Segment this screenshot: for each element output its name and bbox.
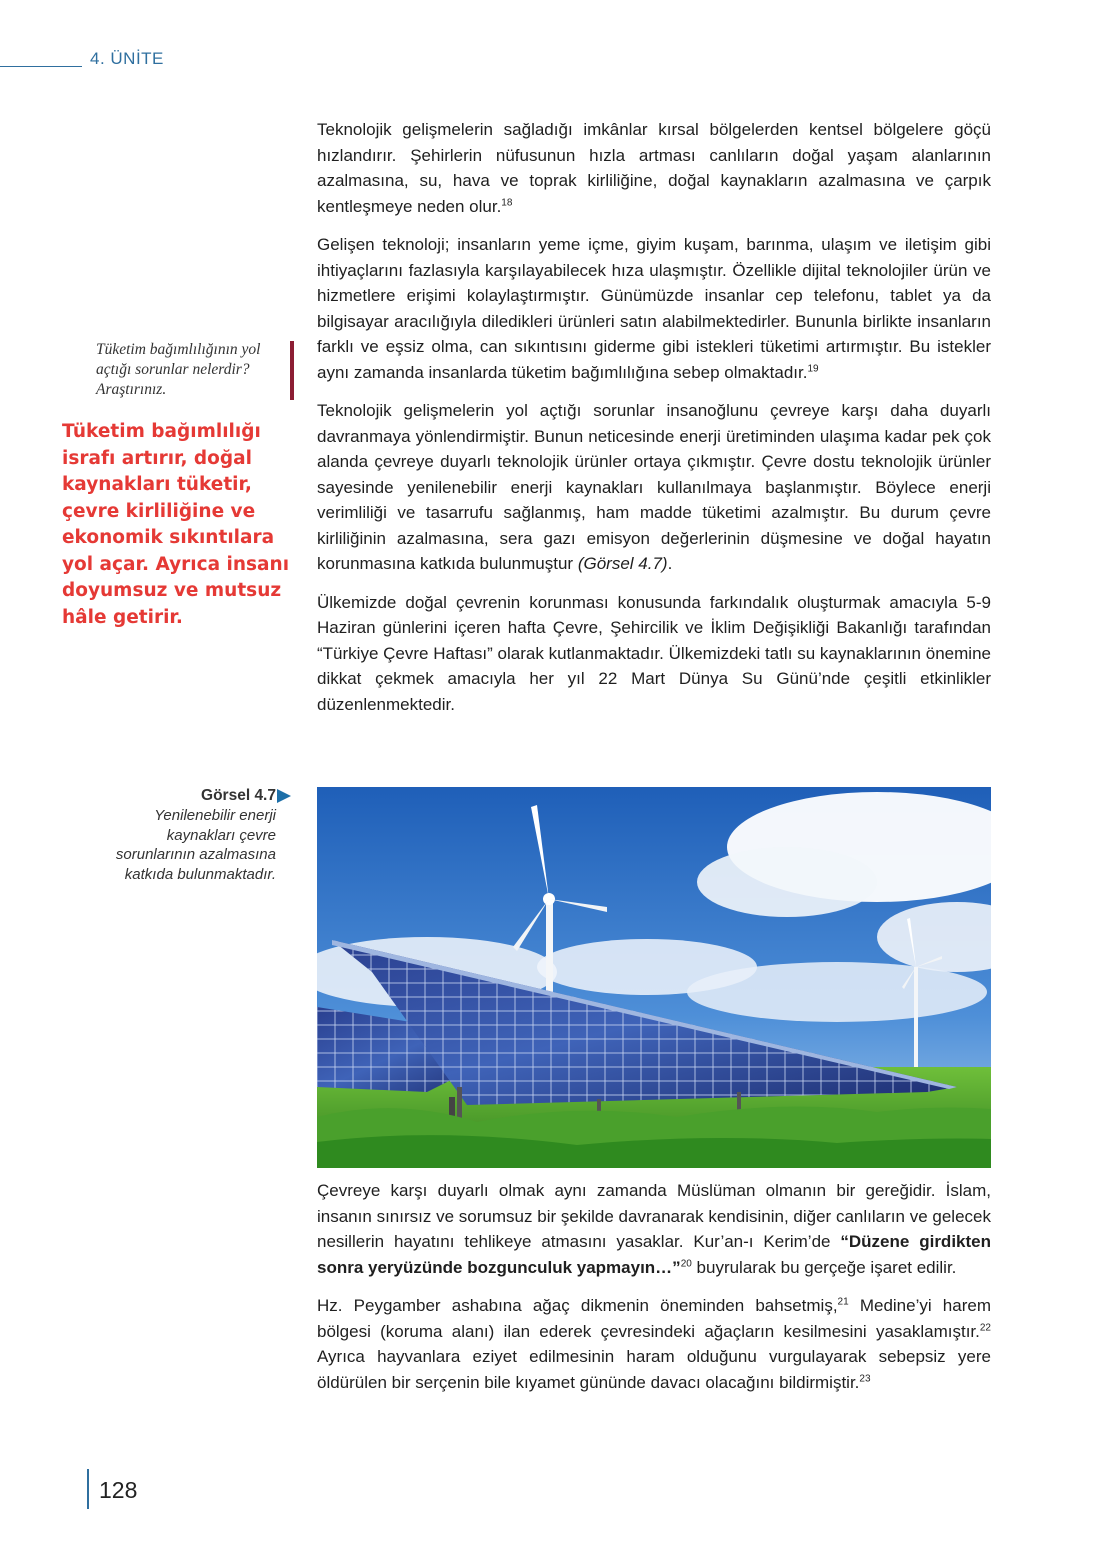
renewable-energy-photo: [317, 787, 991, 1168]
figure-reference: (Görsel 4.7): [577, 554, 668, 573]
footnote-ref: 18: [501, 196, 513, 208]
caption-title: Görsel 4.7: [201, 787, 276, 804]
footnote-ref: 20: [680, 1257, 692, 1269]
caption-arrow-icon: [277, 789, 291, 803]
page-number-bar: [87, 1469, 89, 1509]
caption-text: Yenilenebilir enerji kaynakları çevre sorunlarının azalmasına katkıda bulunmaktadır.: [115, 807, 276, 883]
question-accent-bar: [290, 341, 294, 400]
unit-label: 4. ÜNİTE: [90, 49, 164, 68]
paragraph-6: Hz. Peygamber ashabına ağaç dikmenin öneminden bahsetmiş,$^{21}$ Medine’yi harem bölgesi (koruma alanı) ilan ederek çevresindeki ağaçların kesilmesini yasaklamıştır.$^{22}$ Ayrıca hayvanlara eziyet edilmesinin haram olduğunu vurgulayarak sebepsiz yere öldürülen bir serçenin bile kıyamet gününde davacı olacağını bildirmiştir.$^{23}$: [317, 1296, 991, 1392]
main-text-bottom: [317, 1178, 991, 1408]
research-question: Tüketim bağımlılığının yol açtığı sorunlar nelerdir? Araştırınız.: [96, 341, 261, 398]
paragraph-3: Teknolojik gelişmelerin yol açtığı sorunlar insanoğlunu çevreye karşı daha duyarlı davranmaya yönlendirmiştir. Bunun neticesinde enerji üretiminden ulaşıma kadar pek çok alanda çevreye duyarlı teknolojik ürünler ortaya çıkmıştır. Çevre dostu teknolojik ürünler sayesinde yenilenebilir enerji kaynakları kullanılmaya başlanmıştır. Böylece enerji verimliliği ve tasarrufu sağlanmış, ham madde tüketimi azalmıştır. Bu durum çevre kirliliğinin azalmasına, sera gazı emisyon değerlerinin düşmesine ve doğal hayatın korunmasına katkıda bulunmuştur (Görsel 4.7).: [317, 401, 991, 573]
page-number: 128: [99, 1477, 138, 1503]
paragraph-1: Teknolojik gelişmelerin sağladığı imkânlar kırsal bölgelerden kentsel bölgelere göçü hızlandırır. Şehirlerin nüfusunun hızla artması canlıların doğal yaşam alanlarının azalmasına, su, hava ve toprak kirliliğine, doğal kaynakların azalmasına ve çarpık kentleşmeye neden olur.$^{18}$: [317, 120, 991, 216]
footnote-ref: 23: [859, 1372, 871, 1384]
footnote-ref: 22: [979, 1321, 991, 1333]
figure-caption: [90, 786, 276, 884]
quran-quote: “Düzene girdikten sonra yeryüzünde bozgunculuk yapmayın…”: [317, 1232, 991, 1277]
footnote-ref: 21: [837, 1296, 849, 1308]
header-rule: [0, 66, 82, 67]
footnote-ref: 19: [807, 362, 819, 374]
paragraph-5: Çevreye karşı duyarlı olmak aynı zamanda Müslüman olmanın bir gereğidir. İslam, insanın sınırsız ve sorumsuz bir şekilde davranarak kendisinin, diğer canlıların ve gelecek nesillerin hayatını tehlikeye atmasını yasaklar. Kur’an-ı Kerim’de “Düzene girdikten sonra yeryüzünde bozgunculuk yapmayın…”$^{20}$ buyrularak bu gerçeğe işaret edilir.: [317, 1181, 991, 1277]
paragraph-2: Gelişen teknoloji; insanların yeme içme, giyim kuşam, barınma, ulaşım ve iletişim gibi ihtiyaçlarını fazlasıyla karşılayabilecek hıza ulaşmıştır. Özellikle dijital teknolojiler ürün ve hizmetlere erişimi kolaylaştırmıştır. Günümüzde insanlar cep telefonu, tablet ya da bilgisayar aracılığıyla diledikleri ürünleri satın alabilmektedirler. Bununla birlikte insanların farklı ve eşsiz olma, can sıkıntısını giderme gibi istekleri tüketimi artırmıştır. Bu istekler aynı zamanda insanlarda tüketim bağımlılığına sebep olmaktadır.$^{19}$: [317, 235, 991, 382]
highlight-callout: Tüketim bağımlılığı israfı artırır, doğal kaynakları tüketir, çevre kirliliğine ve ekonomik sıkıntılara yol açar. Ayrıca insanı doyumsuz ve mutsuz hâle getirir.: [62, 421, 290, 628]
main-text-top: [317, 117, 991, 730]
paragraph-4: Ülkemizde doğal çevrenin korunması konusunda farkındalık oluşturmak amacıyla 5-9 Haziran günlerini içeren hafta Çevre, Şehircilik ve İklim Değişikliği Bakanlığı tarafından “Türkiye Çevre Haftası” olarak kutlanmaktadır. Ülkemizdeki tatlı su kaynaklarının önemine dikkat çekmek amacıyla her yıl 22 Mart Dünya Su Günü’nde çeşitli etkinlikler düzenlenmektedir.: [317, 592, 991, 714]
